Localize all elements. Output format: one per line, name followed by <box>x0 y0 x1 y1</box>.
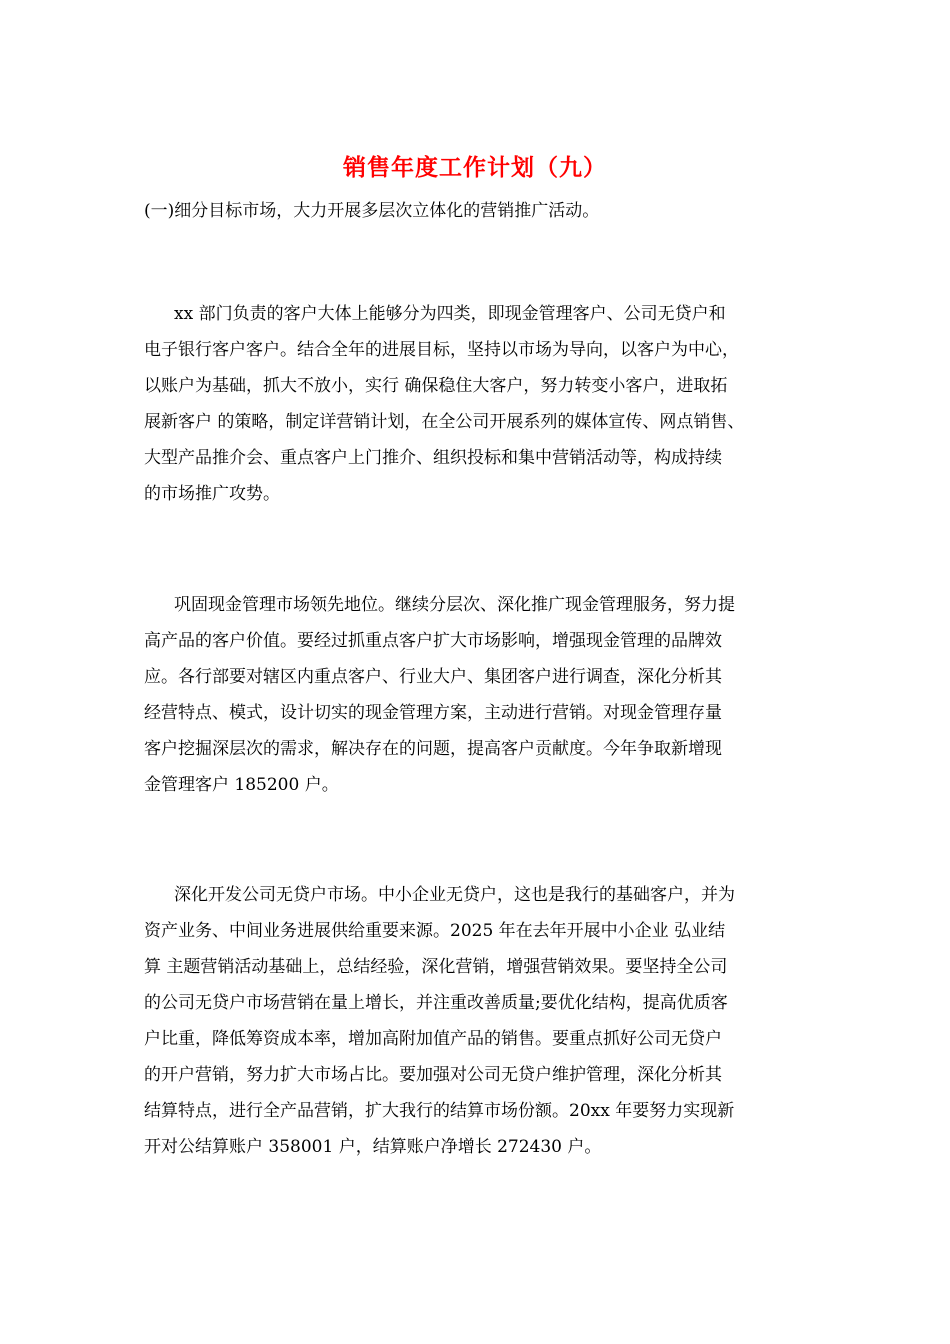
paragraph-line: 结算特点，进行全产品营销，扩大我行的结算市场份额。20xx 年要努力实现新 <box>144 1101 735 1121</box>
paragraph-line: 展新客户 的策略，制定详营销计划，在全公司开展系列的媒体宣传、网点销售、 <box>144 412 745 432</box>
paragraph-line: 电子银行客户客户。结合全年的进展目标，坚持以市场为导向，以客户为中心， <box>144 340 739 360</box>
paragraph-line: xx 部门负责的客户大体上能够分为四类，即现金管理客户、公司无贷户和 <box>174 304 726 324</box>
paragraph-line: 高产品的客户价值。要经过抓重点客户扩大市场影响，增强现金管理的品牌效 <box>144 631 722 651</box>
paragraph-line: 应。各行部要对辖区内重点客户、行业大户、集团客户进行调查，深化分析其 <box>144 667 722 687</box>
paragraph-line: 金管理客户 185200 户。 <box>144 775 339 795</box>
paragraph-line: 客户挖掘深层次的需求，解决存在的问题，提高客户贡献度。今年争取新增现 <box>144 739 722 759</box>
paragraph-cash-management <box>144 587 844 803</box>
paragraph-line: 经营特点、模式，设计切实的现金管理方案，主动进行营销。对现金管理存量 <box>144 703 722 723</box>
paragraph-line: 资产业务、中间业务进展供给重要来源。2025 年在去年开展中小企业 弘业结 <box>144 921 726 941</box>
paragraph-line: 的开户营销，努力扩大市场占比。要加强对公司无贷户维护管理，深化分析其 <box>144 1065 722 1085</box>
paragraph-line: 的市场推广攻势。 <box>144 484 280 504</box>
document-title: 销售年度工作计划（九） <box>343 154 607 181</box>
paragraph-customer-segments <box>144 296 844 512</box>
paragraph-line: 大型产品推介会、重点客户上门推介、组织投标和集中营销活动等，构成持续 <box>144 448 722 468</box>
paragraph-line: 深化开发公司无贷户市场。中小企业无贷户，这也是我行的基础客户，并为 <box>174 885 735 905</box>
paragraph-line: 巩固现金管理市场领先地位。继续分层次、深化推广现金管理服务，努力提 <box>174 595 735 615</box>
paragraph-line: 开对公结算账户 358001 户，结算账户净增长 272430 户。 <box>144 1137 602 1157</box>
paragraph-line: 的公司无贷户市场营销在量上增长，并注重改善质量;要优化结构，提高优质客 <box>144 993 728 1013</box>
paragraph-line: 以账户为基础，抓大不放小，实行 确保稳住大客户，努力转变小客户，进取拓 <box>144 376 728 396</box>
paragraph-no-loan-accounts <box>144 877 844 1165</box>
section-subheading: (一)细分目标市场，大力开展多层次立体化的营销推广活动。 <box>144 201 600 221</box>
paragraph-line: 户比重，降低筹资成本率，增加高附加值产品的销售。要重点抓好公司无贷户 <box>144 1029 722 1049</box>
paragraph-line: 算 主题营销活动基础上，总结经验，深化营销，增强营销效果。要坚持全公司 <box>144 957 728 977</box>
